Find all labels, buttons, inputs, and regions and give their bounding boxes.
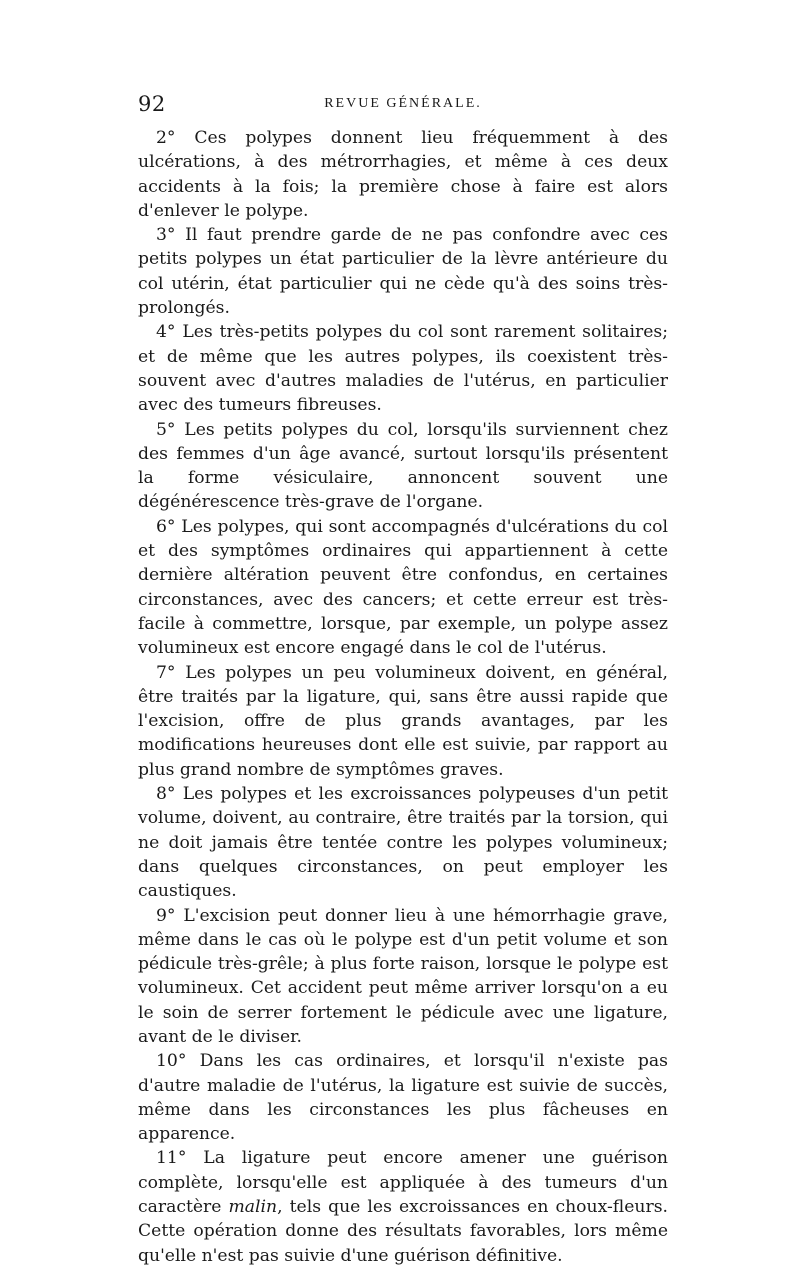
paragraph-11 <box>138 1146 668 1267</box>
paragraph-4: 4° Les très-petits polypes du col sont rarement solitaires; et de même que les autres polypes, ils coexistent très-souvent avec d'autres maladies de l'utérus, en particulier avec des tumeurs fibreuses. <box>138 322 668 416</box>
book-page <box>138 92 668 1268</box>
paragraph-8: 8° Les polypes et les excroissances polypeuses d'un petit volume, doivent, au contraire, être traités par la torsion, qui ne doit jamais être tentée contre les polypes volumineux; dans quelques circonstances, on peut employer les caustiques. <box>138 784 668 902</box>
journal-title: REVUE GÉNÉRALE. <box>324 96 482 111</box>
paragraph-6: 6° Les polypes, qui sont accompagnés d'ulcérations du col et des symptômes ordinaires qui appartiennent à cette dernière altération peuvent être confondus, en certaines circonstances, avec des cancers; et cette erreur est très-facile à commettre, lorsque, par exemple, un polype assez volumineux est encore engagé dans le col de l'utérus. <box>138 516 668 659</box>
paragraph-7: 7° Les polypes un peu volumineux doivent, en général, être traités par la ligature, qui, sans être aussi rapide que l'excision, offre de plus grands avantages, par les modifications heureuses dont elle est suivie, par rapport au plus grand nombre de symptômes graves. <box>138 662 668 780</box>
paragraph-11-text-end: , tels que les excroissances en choux-fleurs. Cette opération donne des résultats favorables, lors même qu'elle n'est pas suivie d'une guérison définitive. <box>138 1197 668 1266</box>
paragraph-9: 9° L'excision peut donner lieu à une hémorrhagie grave, même dans le cas où le polype est d'un petit volume et son pédicule très-grêle; à plus forte raison, lorsque le polype est volumineux. Cet accident peut même arriver lorsqu'on a eu le soin de serrer fortement le pédicule avec une ligature, avant de le diviser. <box>138 905 668 1047</box>
paragraph-2: 2° Ces polypes donnent lieu fréquemment à des ulcérations, à des métrorrhagies, et même à ces deux accidents à la fois; la première chose à faire est alors d'enlever le polype. <box>138 128 668 221</box>
body-text <box>138 126 668 1268</box>
page-number: 92 <box>138 92 166 116</box>
paragraph-5: 5° Les petits polypes du col, lorsqu'ils surviennent chez des femmes d'un âge avancé, surtout lorsqu'ils présentent la forme vésiculaire, annoncent souvent une dégénérescence très-grave de l'organe. <box>138 419 668 513</box>
running-head <box>138 92 668 122</box>
paragraph-10: 10° Dans les cas ordinaires, et lorsqu'il n'existe pas d'autre maladie de l'utérus, la ligature est suivie de succès, même dans les circonstances les plus fâcheuses en apparence. <box>138 1051 668 1145</box>
paragraph-11-text-start: 11° La ligature peut encore amener une guérison complète, lorsqu'elle est appliquée à des tumeurs d'un caractère <box>138 1148 668 1218</box>
paragraph-11-italic-word: malin <box>228 1197 278 1218</box>
paragraph-3: 3° Il faut prendre garde de ne pas confondre avec ces petits polypes un état particulier de la lèvre antérieure du col utérin, état particulier qui ne cède qu'à des soins très-prolongés. <box>138 225 668 319</box>
